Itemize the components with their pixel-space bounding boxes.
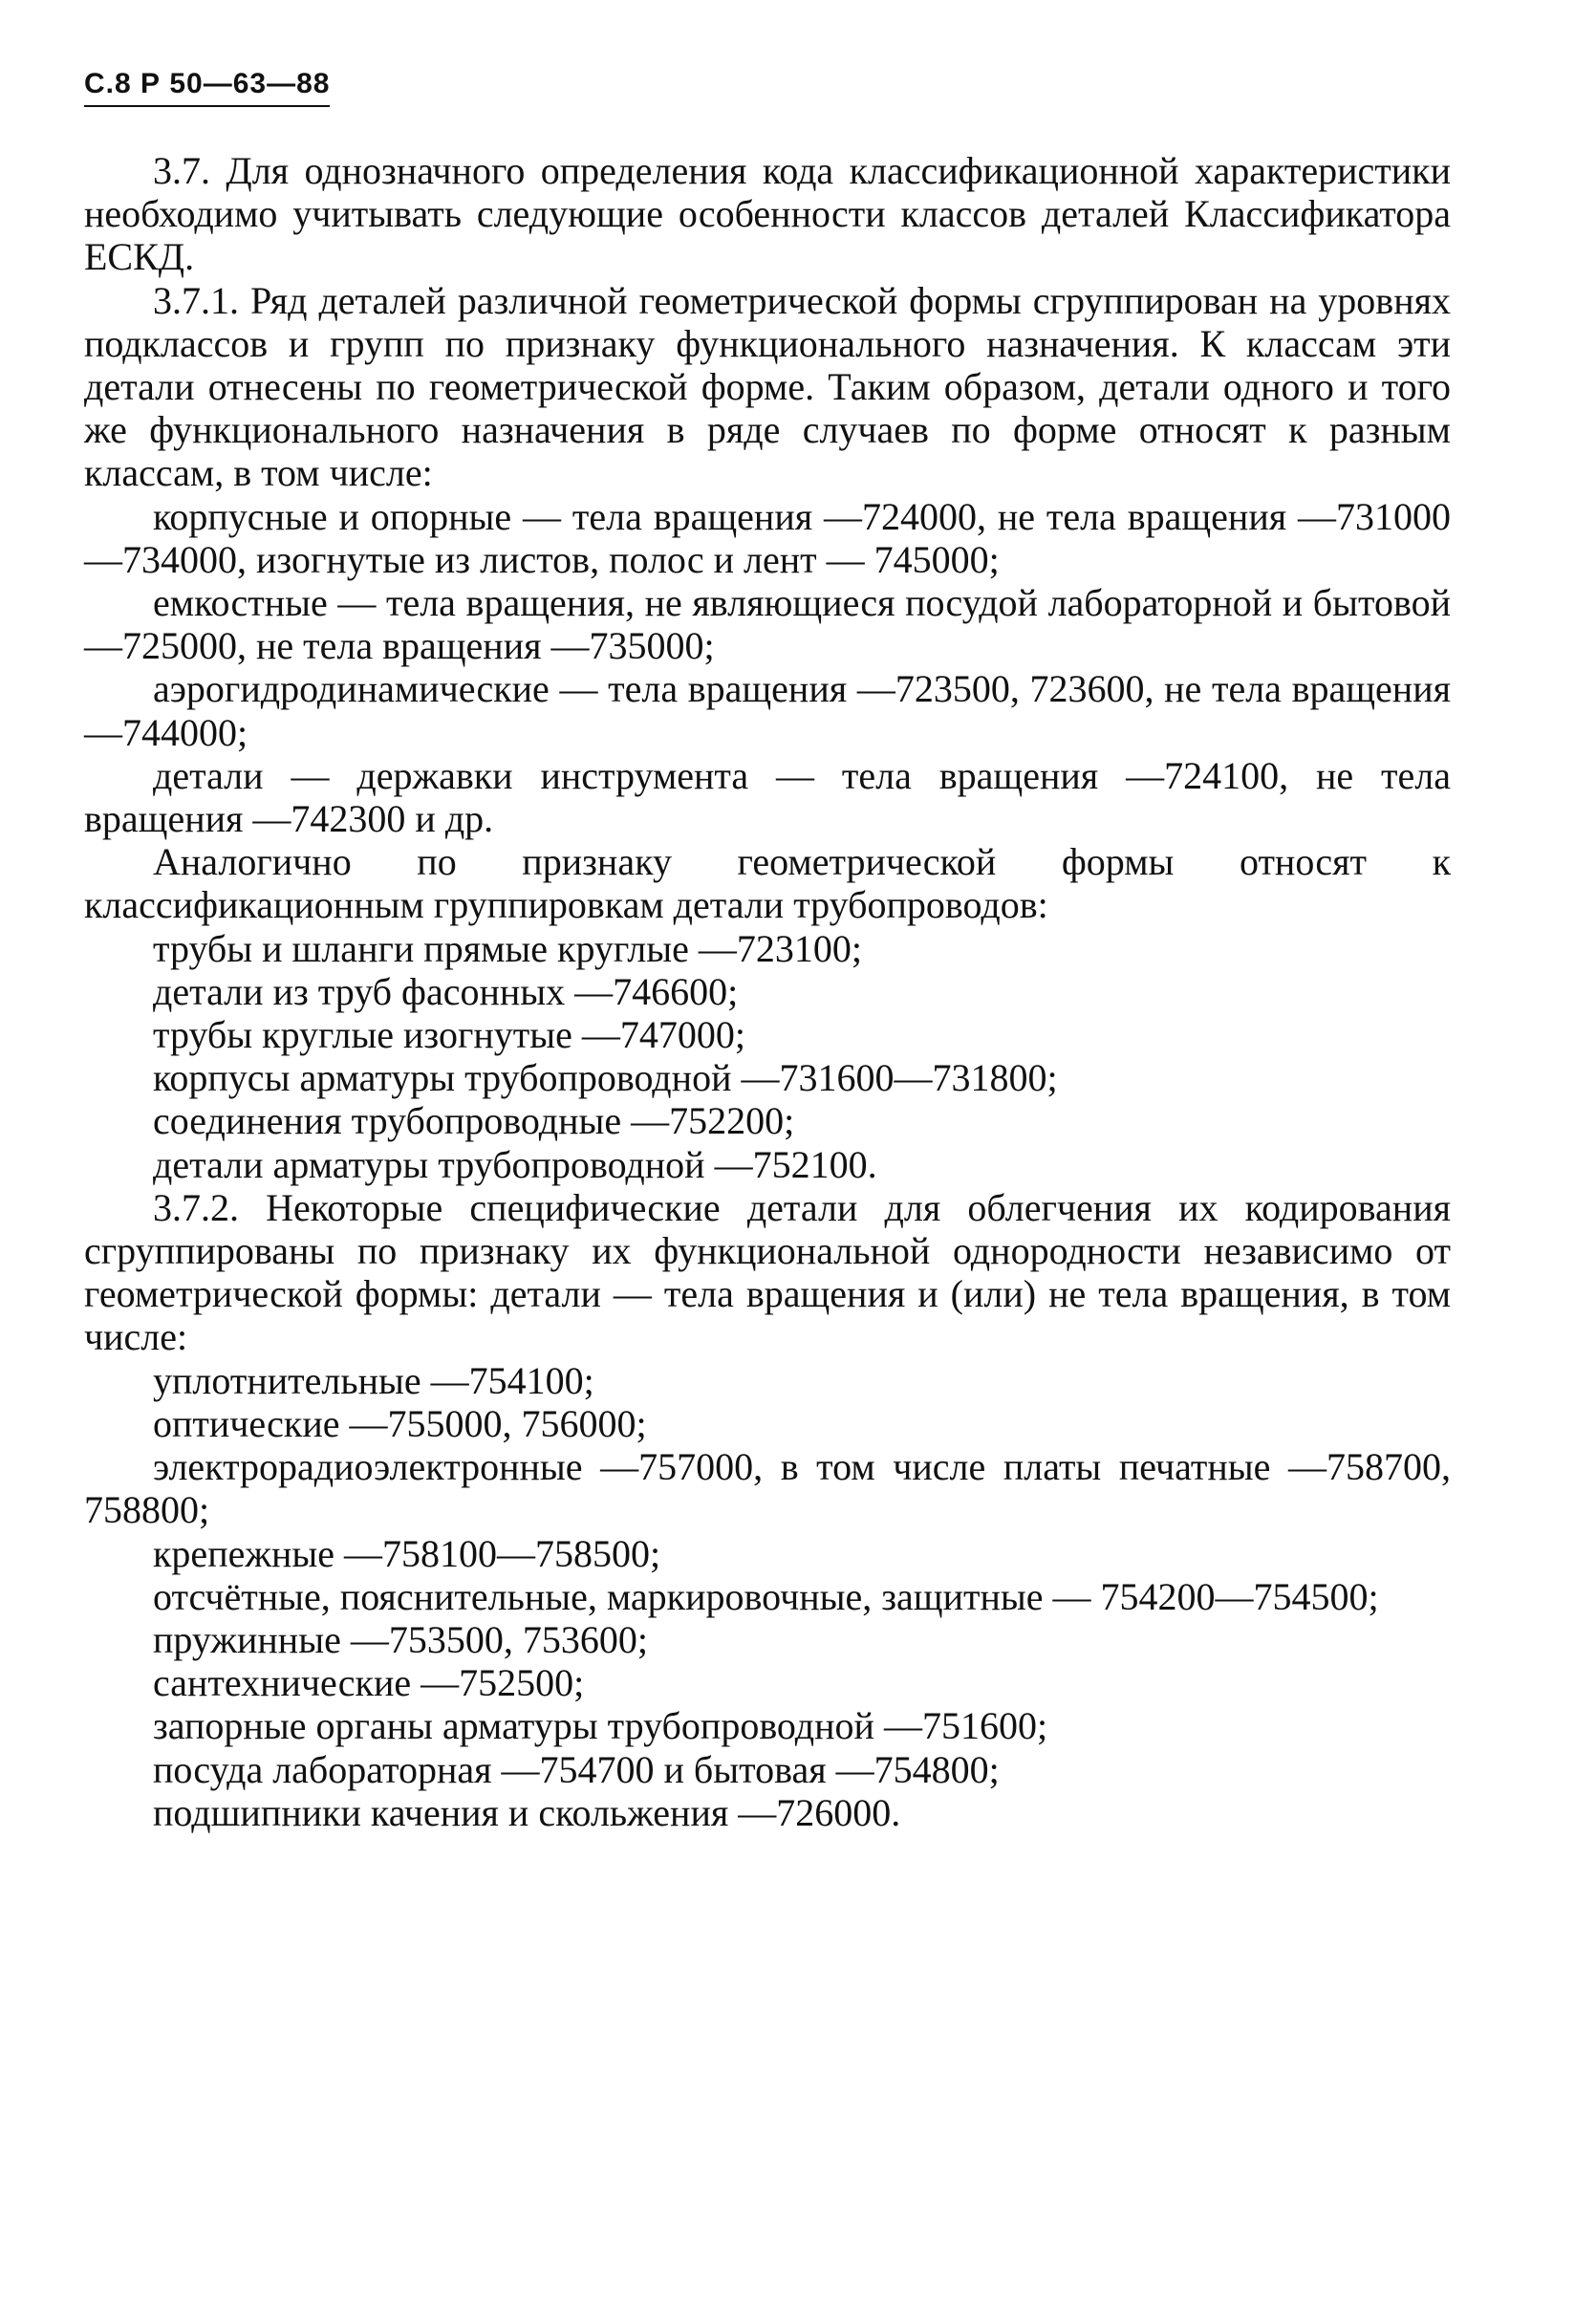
list-item: сантехнические —752500; xyxy=(153,1661,585,1705)
paragraph-3-7-2: 3.7.2. Некоторые специфические детали для облегчения их кодирования сгруппированы по признаку их функциональной однородности независимо от геометрической формы: детали — тела вращения и (или) не тела вращения, в том числе: xyxy=(84,1185,1451,1359)
list-item: трубы и шланги прямые круглые —723100; xyxy=(153,926,863,970)
list-item: емкостные — тела вращения, не являющиеся посудой лабораторной и бытовой —725000, не тела вращения —735000; xyxy=(84,581,1451,668)
list-item: оптические —755000, 756000; xyxy=(153,1401,647,1445)
paragraph-pipelines: Аналогично по признаку геометрической формы относят к классификационным группировкам детали трубопроводов: xyxy=(84,840,1451,927)
list-item: аэрогидродинамические — тела вращения —723500, 723600, не тела вращения —744000; xyxy=(84,667,1451,754)
list-item: электрорадиоэлектронные —757000, в том числе платы печатные —758700, 758800; xyxy=(84,1445,1451,1532)
page-header: С.8 Р 50—63—88 xyxy=(84,67,330,107)
list-item: трубы круглые изогнутые —747000; xyxy=(153,1013,746,1057)
paragraph-3-7-1: 3.7.1. Ряд деталей различной геометрической формы сгруппирован на уровнях подклассов и групп по признаку функционального назначения. К классам эти детали отнесены по геометрической форме. Таким образом, детали одного и того же функционального назначения в ряде случаев по форме относят к разным классам, в том числе: xyxy=(84,278,1451,495)
list-item: отсчётные, пояснительные, маркировочные, защитные — 754200—754500; xyxy=(153,1574,1379,1618)
list-item: детали арматуры трубопроводной —752100. xyxy=(153,1142,877,1186)
list-item: детали из труб фасонных —746600; xyxy=(153,969,739,1013)
list-item: запорные органы арматуры трубопроводной —751600; xyxy=(153,1704,1048,1748)
list-item: крепежные —758100—758500; xyxy=(153,1531,661,1575)
list-item: посуда лабораторная —754700 и бытовая —754800; xyxy=(153,1747,1000,1791)
body-text xyxy=(84,149,1451,1834)
list-item: подшипники качения и скольжения —726000. xyxy=(153,1790,901,1834)
paragraph-3-7: 3.7. Для однозначного определения кода классификационной характеристики необходимо учитывать следующие особенности классов деталей Классификатора ЕСКД. xyxy=(84,149,1451,279)
list-item: уплотнительные —754100; xyxy=(153,1358,594,1402)
list-item: детали — державки инструмента — тела вращения —724100, не тела вращения —742300 и др. xyxy=(84,753,1451,841)
list-item: пружинные —753500, 753600; xyxy=(153,1617,648,1661)
list-item: корпусы арматуры трубопроводной —731600—731800; xyxy=(153,1056,1058,1100)
list-item: соединения трубопроводные —752200; xyxy=(153,1099,795,1143)
document-page xyxy=(84,67,1451,1834)
list-item: корпусные и опорные — тела вращения —724000, не тела вращения —731000—734000, изогнутые из листов, полос и лент — 745000; xyxy=(84,494,1451,581)
